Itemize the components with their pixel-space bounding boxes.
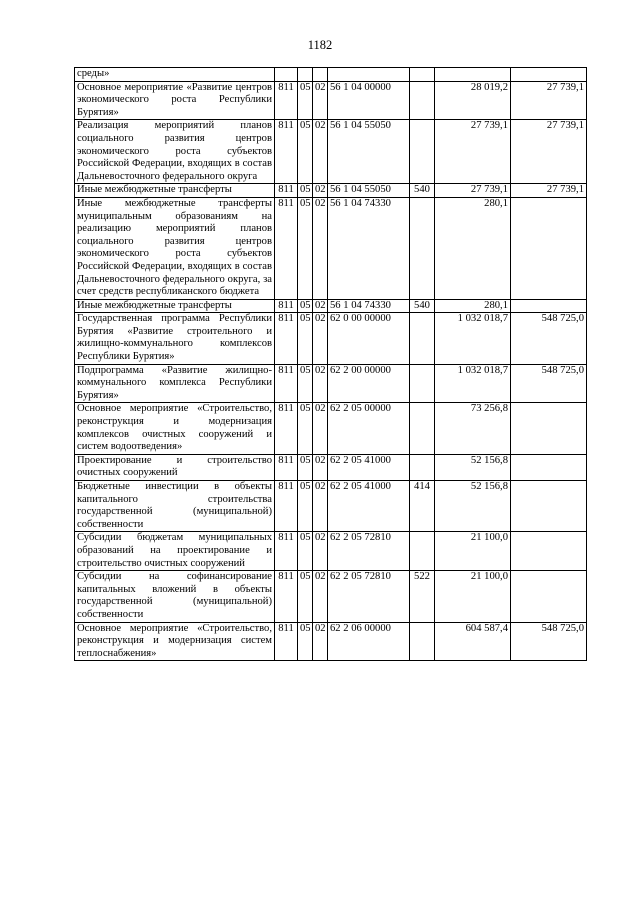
expense-type-code: [410, 197, 435, 299]
department-code: 811: [275, 197, 298, 299]
amount-year-1: 280,1: [435, 197, 511, 299]
section-code: 05: [298, 299, 313, 313]
target-article-code: 56 1 04 55050: [328, 120, 410, 184]
target-article-code: 62 2 06 00000: [328, 622, 410, 661]
amount-year-1: 280,1: [435, 299, 511, 313]
expense-type-code: [410, 454, 435, 480]
department-code: 811: [275, 120, 298, 184]
page-number: 1182: [307, 38, 333, 52]
item-name: Иные межбюджетные трансферты: [75, 299, 275, 313]
department-code: 811: [275, 403, 298, 454]
expense-type-code: [410, 364, 435, 403]
item-name: Государственная программа Республики Бурятия «Развитие строительного и жилищно-коммунального комплексов Республики Бурятия»: [75, 313, 275, 364]
section-code: 05: [298, 454, 313, 480]
amount-year-2: [511, 454, 587, 480]
department-code: 811: [275, 184, 298, 198]
item-name: Бюджетные инвестиции в объекты капитального строительства государственной (муниципальной) собственности: [75, 481, 275, 532]
table-row: [75, 81, 587, 120]
amount-year-1: 52 156,8: [435, 454, 511, 480]
subsection-code: [313, 68, 328, 82]
amount-year-2: 27 739,1: [511, 184, 587, 198]
amount-year-2: 27 739,1: [511, 81, 587, 120]
subsection-code: 02: [313, 364, 328, 403]
target-article-code: 62 0 00 00000: [328, 313, 410, 364]
section-code: 05: [298, 532, 313, 571]
section-code: 05: [298, 403, 313, 454]
subsection-code: 02: [313, 571, 328, 622]
amount-year-1: 52 156,8: [435, 481, 511, 532]
amount-year-1: 21 100,0: [435, 532, 511, 571]
amount-year-1: 27 739,1: [435, 120, 511, 184]
subsection-code: 02: [313, 81, 328, 120]
amount-year-2: [511, 68, 587, 82]
item-name: Иные межбюджетные трансферты: [75, 184, 275, 198]
amount-year-1: [435, 68, 511, 82]
department-code: 811: [275, 481, 298, 532]
amount-year-2: 548 725,0: [511, 622, 587, 661]
target-article-code: 56 1 04 00000: [328, 81, 410, 120]
amount-year-1: 21 100,0: [435, 571, 511, 622]
expense-type-code: 522: [410, 571, 435, 622]
table-row: [75, 481, 587, 532]
subsection-code: 02: [313, 184, 328, 198]
section-code: [298, 68, 313, 82]
section-code: 05: [298, 571, 313, 622]
item-name: Проектирование и строительство очистных сооружений: [75, 454, 275, 480]
table-row: [75, 299, 587, 313]
amount-year-2: [511, 481, 587, 532]
item-name: Основное мероприятие «Развитие центров экономического роста Республики Бурятия»: [75, 81, 275, 120]
table-row: [75, 313, 587, 364]
expense-type-code: [410, 532, 435, 571]
department-code: 811: [275, 532, 298, 571]
expense-type-code: 540: [410, 184, 435, 198]
target-article-code: 56 1 04 74330: [328, 299, 410, 313]
subsection-code: 02: [313, 313, 328, 364]
table-row: [75, 403, 587, 454]
item-name: Субсидии бюджетам муниципальных образований на проектирование и строительство очистных сооружений: [75, 532, 275, 571]
item-name: Иные межбюджетные трансферты муниципальным образованиям на реализацию мероприятий планов социального развития центров экономического роста субъектов Российской Федерации, входящих в состав Дальневосточного федерального округа, за счет средств республиканского бюджета: [75, 197, 275, 299]
expense-type-code: [410, 120, 435, 184]
section-code: 05: [298, 81, 313, 120]
department-code: 811: [275, 622, 298, 661]
item-name: Реализация мероприятий планов социального развития центров экономического роста субъектов Российской Федерации, входящих в состав Дальневосточного федерального округа: [75, 120, 275, 184]
amount-year-2: 27 739,1: [511, 120, 587, 184]
department-code: 811: [275, 571, 298, 622]
table-row: [75, 197, 587, 299]
expense-type-code: [410, 68, 435, 82]
target-article-code: [328, 68, 410, 82]
expense-type-code: [410, 313, 435, 364]
subsection-code: 02: [313, 197, 328, 299]
expense-type-code: [410, 81, 435, 120]
item-name: Основное мероприятие «Строительство, реконструкция и модернизация комплексов очистных сооружений и систем водоотведения»: [75, 403, 275, 454]
expense-type-code: 540: [410, 299, 435, 313]
subsection-code: 02: [313, 532, 328, 571]
target-article-code: 62 2 05 00000: [328, 403, 410, 454]
expense-type-code: [410, 622, 435, 661]
item-name: Подпрограмма «Развитие жилищно-коммунального комплекса Республики Бурятия»: [75, 364, 275, 403]
subsection-code: 02: [313, 622, 328, 661]
section-code: 05: [298, 120, 313, 184]
target-article-code: 62 2 05 72810: [328, 532, 410, 571]
amount-year-1: 1 032 018,7: [435, 364, 511, 403]
target-article-code: 62 2 05 41000: [328, 454, 410, 480]
department-code: [275, 68, 298, 82]
amount-year-2: [511, 571, 587, 622]
item-name: Субсидии на софинансирование капитальных вложений в объекты государственной (муниципальной) собственности: [75, 571, 275, 622]
target-article-code: 56 1 04 55050: [328, 184, 410, 198]
amount-year-2: [511, 197, 587, 299]
section-code: 05: [298, 313, 313, 364]
department-code: 811: [275, 299, 298, 313]
amount-year-1: 28 019,2: [435, 81, 511, 120]
table-row: [75, 571, 587, 622]
item-name: Основное мероприятие «Строительство, реконструкция и модернизация систем теплоснабжения»: [75, 622, 275, 661]
department-code: 811: [275, 364, 298, 403]
table-row: [75, 532, 587, 571]
subsection-code: 02: [313, 481, 328, 532]
table-row: [75, 454, 587, 480]
department-code: 811: [275, 313, 298, 364]
subsection-code: 02: [313, 454, 328, 480]
amount-year-2: 548 725,0: [511, 364, 587, 403]
amount-year-1: 1 032 018,7: [435, 313, 511, 364]
table-row: [75, 364, 587, 403]
section-code: 05: [298, 622, 313, 661]
subsection-code: 02: [313, 120, 328, 184]
amount-year-2: 548 725,0: [511, 313, 587, 364]
expense-type-code: [410, 403, 435, 454]
section-code: 05: [298, 197, 313, 299]
subsection-code: 02: [313, 299, 328, 313]
target-article-code: 62 2 05 41000: [328, 481, 410, 532]
target-article-code: 56 1 04 74330: [328, 197, 410, 299]
item-name: среды»: [75, 68, 275, 82]
section-code: 05: [298, 481, 313, 532]
section-code: 05: [298, 184, 313, 198]
table-row: [75, 120, 587, 184]
department-code: 811: [275, 454, 298, 480]
amount-year-2: [511, 532, 587, 571]
amount-year-2: [511, 299, 587, 313]
budget-table-body: [75, 68, 587, 661]
target-article-code: 62 2 00 00000: [328, 364, 410, 403]
section-code: 05: [298, 364, 313, 403]
table-row: [75, 622, 587, 661]
amount-year-1: 604 587,4: [435, 622, 511, 661]
table-row: [75, 68, 587, 82]
amount-year-1: 27 739,1: [435, 184, 511, 198]
amount-year-2: [511, 403, 587, 454]
amount-year-1: 73 256,8: [435, 403, 511, 454]
budget-table: [74, 67, 587, 661]
expense-type-code: 414: [410, 481, 435, 532]
department-code: 811: [275, 81, 298, 120]
table-row: [75, 184, 587, 198]
subsection-code: 02: [313, 403, 328, 454]
target-article-code: 62 2 05 72810: [328, 571, 410, 622]
